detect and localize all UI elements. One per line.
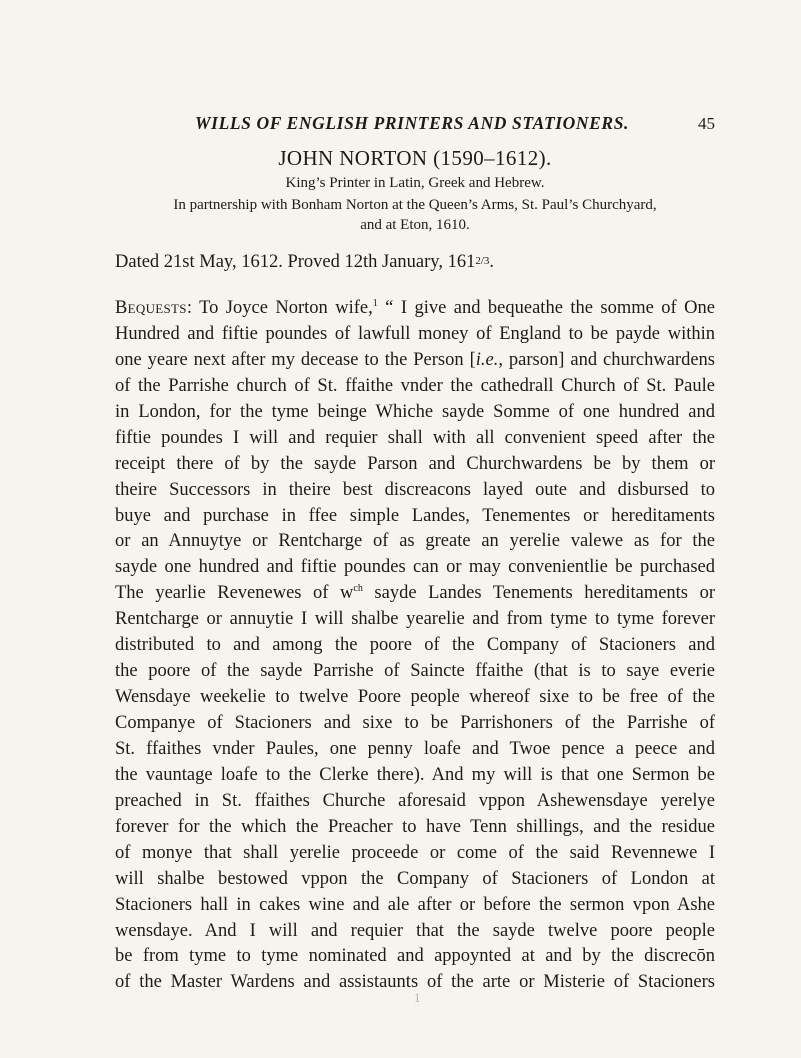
line-text: , parson] and churchwardens (498, 349, 715, 370)
superscript-abbrev: ch (353, 583, 363, 595)
subtitle-line: King’s Printer in Latin, Greek and Hebrew. (285, 175, 545, 191)
footnote-ref: 1 (372, 297, 378, 309)
running-head (115, 113, 715, 139)
line-text: sayde Landes Tenements hereditaments or (362, 583, 715, 604)
body-line: receipt there of by the sayde Parson and Churchwardens be by them or (115, 453, 715, 474)
line-text: be from tyme to tyme nominated and appoynted at and by the discre (115, 946, 689, 967)
subtitle-line: and at Eton, 1610. (360, 217, 470, 233)
body-line: Wensdaye weekelie to twelve Poore people whereof sixe to be free of the (115, 687, 715, 708)
body-line: of monye that shall yerelie proceede or come of the said Revennewe I (115, 842, 715, 863)
body-line: or an Annuytye or Rentcharge of as greate an yerelie valewe as for the (115, 531, 715, 552)
dated-end: . (489, 252, 495, 272)
page-number: 45 (698, 114, 715, 133)
dated-text: Dated 21st May, 1612. Proved 12th January, 161 (115, 252, 476, 272)
italic-abbrev: i.e. (475, 349, 499, 370)
body-line: distributed to and among the poore of the Company of Stacioners and (115, 635, 715, 656)
line-text: : To Joyce Norton wife, (186, 298, 373, 318)
bequests-label: Bequests (115, 298, 187, 318)
body-line (115, 348, 715, 374)
line-text: The yearlie Revenewes of w (115, 583, 354, 604)
body-line: of the Parrishe church of St. ffaithe vnder the cathedrall Church of St. Paule (115, 375, 715, 396)
body-line: St. ffaithes vnder Paules, one penny loafe and Twoe pence a peece and (115, 738, 715, 759)
body-line (115, 944, 715, 970)
line-text: one yeare next after my decease to the Person [ (115, 349, 476, 370)
body-line: Rentcharge or annuytie I will shalbe yearelie and from tyme to tyme forever (115, 609, 715, 630)
fraction-denominator: 3 (483, 255, 490, 267)
subtitle-line: In partnership with Bonham Norton at the Queen’s Arms, St. Paul’s Churchyard, (173, 197, 657, 213)
line-text: “ I give and bequeathe the somme of One (377, 298, 715, 318)
body-line: Stacioners hall in cakes wine and ale after or before the sermon vpon Ashe (115, 894, 715, 915)
bequests-paragraph (115, 296, 715, 996)
fraction-numerator: 2 (475, 255, 481, 267)
body-line: the poore of the sayde Parrishe of Saincte ffaithe (that is to saye everie (115, 661, 715, 682)
body-line: in London, for the tyme beinge Whiche sayde Somme of one hundred and (115, 401, 715, 422)
body-line: sayde one hundred and fiftie poundes can or may convenientlie be purchased (115, 557, 715, 578)
dated-proved-line (115, 252, 494, 273)
body-line: will shalbe bestowed vppon the Company of Stacioners of London at (115, 868, 715, 889)
body-line (115, 296, 715, 322)
body-line: Companye of Stacioners and sixe to be Parrishoners of the Parrishe of (115, 713, 715, 733)
body-line: theire Successors in theire best discreacons layed oute and disbursed to (115, 479, 715, 500)
body-line: buye and purchase in ffee simple Landes, Tenementes or hereditaments (115, 505, 715, 526)
body-line: the vauntage loafe to the Clerke there). And my will is that one Sermon be (115, 764, 715, 785)
chapter-heading: JOHN NORTON (1590–1612). (278, 146, 552, 170)
body-line (115, 581, 715, 607)
abbreviated-word: cōn (688, 946, 715, 967)
running-title: WILLS OF ENGLISH PRINTERS AND STATIONERS. (195, 113, 630, 133)
body-line: preached in St. ffaithes Churche aforesaid vppon Ashewensdaye yerelye (115, 790, 715, 811)
body-line: fiftie poundes I will and requier shall with all convenient speed after the (115, 427, 715, 448)
body-line: forever for the which the Preacher to have Tenn shillings, and the residue (115, 816, 715, 837)
signature-mark: 1 (414, 990, 421, 1005)
year-fraction: 2/3 (475, 255, 490, 267)
body-line: Hundred and fiftie poundes of lawfull money of England to be payde within (115, 323, 715, 344)
body-line: wensdaye. And I will and requier that the sayde twelve poore people (115, 920, 715, 941)
body-line: of the Master Wardens and assistaunts of the arte or Misterie of Stacioners (115, 972, 715, 993)
